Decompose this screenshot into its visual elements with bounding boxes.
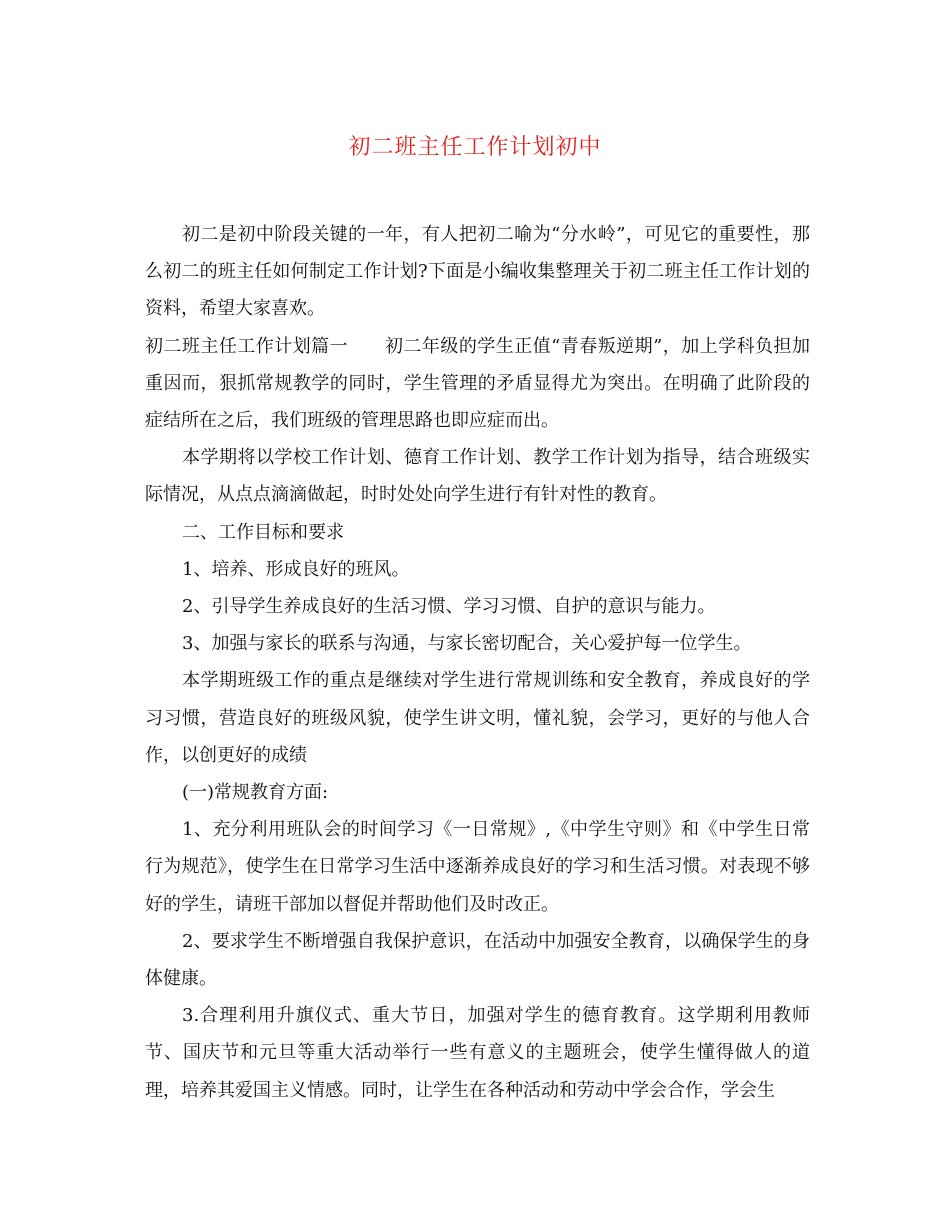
paragraph-intro: 初二是初中阶段关键的一年，有人把初二喻为“分水岭”，可见它的重要性，那么初二的班主任如何制定工作计划?下面是小编收集整理关于初二班主任工作计划的资料，希望大家喜欢。: [145, 224, 810, 320]
paragraph-guidance: 本学期将以学校工作计划、德育工作计划、教学工作计划为指导，结合班级实际情况，从点点滴滴做起，时时处处向学生进行有针对性的教育。: [145, 447, 810, 506]
goal-item-1: 1、培养、形成良好的班风。: [182, 558, 410, 580]
routine-item-3: 3.合理利用升旗仪式、重大节日，加强对学生的德育教育。这学期利用教师节、国庆节和元旦等重大活动举行一些有意义的主题班会，使学生懂得做人的道理，培养其爱国主义情感。同时，让学生在各种活动和劳动中学会合作，学会生: [145, 1005, 810, 1101]
paragraph-plan-one: 初二班主任工作计划篇一 初二年级的学生正值“青春叛逆期”，加上学科负担加重因而，狠抓常规教学的同时，学生管理的矛盾显得尤为突出。在明确了此阶段的症结所在之后，我们班级的管理思路也即应症而出。: [145, 335, 810, 432]
routine-item-1: 1、充分利用班队会的时间学习《一日常规》,《中学生守则》和《中学生日常行为规范》，使学生在日常学习生活中逐渐养成良好的学习和生活习惯。对表现不够好的学生，请班干部加以督促并帮助他们及时改正。: [145, 819, 810, 915]
document-body: [145, 216, 810, 1109]
section-heading-goals: 二、工作目标和要求: [182, 521, 344, 543]
paragraph-focus: 本学期班级工作的重点是继续对学生进行常规训练和安全教育，养成良好的学习习惯，营造良好的班级风貌，使学生讲文明，懂礼貌，会学习，更好的与他人合作，以创更好的成绩: [145, 670, 810, 766]
routine-item-2: 2、要求学生不断增强自我保护意识，在活动中加强安全教育，以确保学生的身体健康。: [145, 930, 810, 990]
document-title: 初二班主任工作计划初中: [348, 135, 602, 160]
goal-item-3: 3、加强与家长的联系与沟通，与家长密切配合，关心爱护每一位学生。: [182, 633, 752, 655]
section-heading-routine: (一)常规教育方面:: [182, 782, 329, 804]
goal-item-2: 2、引导学生养成良好的生活习惯、学习习惯、自护的意识与能力。: [182, 596, 716, 618]
